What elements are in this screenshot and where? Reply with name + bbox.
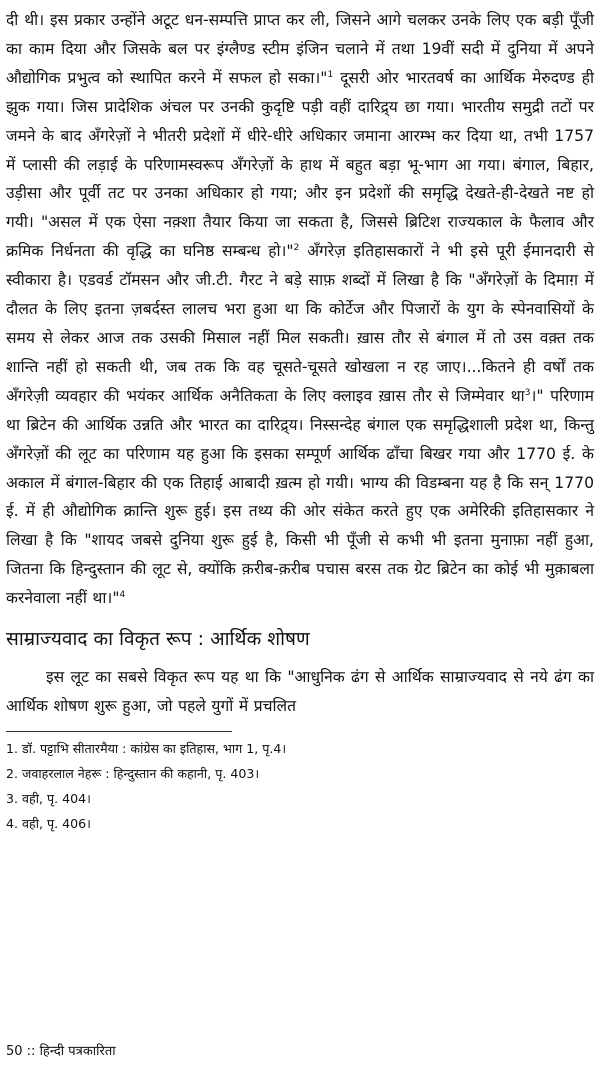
footnote-ref-2: 2 — [293, 243, 300, 254]
page-footer: 50 :: हिन्दी पत्रकारिता — [6, 1044, 116, 1059]
paragraph-text: अँगरेज़ इतिहासकारों ने भी इसे पूरी ईमानदारी से स्वीकारा है। एडवर्ड टॉमसन और जी.टी. गैरट ने बड़े साफ़ शब्दों में लिखा है कि "अँगरेज़ों के दिमाग़ में दौलत के लिए इतना ज़बर्दस्त लालच भरा हुआ था कि कोर्टेज और पिजारों के युग के स्पेनवासियों के समय से लेकर आज तक उसकी मिसाल नहीं मिल सकती। ख़ास तौर से बंगाल में तो उस वक़्त तक शान्ति नहीं हो सकती थी, जब तक कि वह चूसते-चूसते खोखला न रह जाए।...कितने ही वर्षों तक अँगरेज़ी व्यवहार की भयंकर आर्थिक अनैतिकता के लिए क्लाइव ख़ास तौर से जिम्मेवार था — [6, 242, 594, 405]
footnote-ref-3: 3 — [524, 387, 531, 398]
paragraph-text: ।" परिणाम था ब्रिटेन की आर्थिक उन्नति और भारत का दारिद्र्य। निस्सन्देह बंगाल एक समृद्धिशाली प्रदेश था, किन्तु अँगरेज़ों की लूट का परिणाम यह हुआ कि इसका सम्पूर्ण आर्थिक ढाँचा बिखर गया और 1770 ई. के अकाल में बंगाल-बिहार की एक तिहाई आबादी ख़त्म हो गयी। भाग्य की विडम्बना यह है कि सन् 1770 ई. में ही औद्योगिक क्रान्ति शुरू हुई। इस तथ्य की ओर संकेत करते हुए एक अमेरिकी इतिहासकार ने लिखा है कि "शायद जबसे दुनिया शुरू हुई है, किसी भी पूँजी से कभी भी इतना मुनाफ़ा नहीं हुआ, जितना कि हिन्दुस्तान की लूट से, क्योंकि क़रीब-क़रीब पचास बरस तक ग्रेट ब्रिटेन का कोई भी मुक़ाबला करनेवाला नहीं था।" — [6, 386, 594, 608]
footnote-ref-4: 4 — [119, 589, 126, 600]
footnote-3: 3. वही, पृ. 404। — [6, 790, 91, 806]
body-paragraph-2: इस लूट का सबसे विकृत रूप यह था कि "आधुनिक ढंग से आर्थिक साम्राज्यवाद से नये ढंग का आर्थिक शोषण शुरू हुआ, जो पहले युगों में प्रचलित — [6, 668, 594, 715]
footnotes-list — [6, 736, 594, 836]
body-paragraph-1 — [6, 6, 594, 613]
section-heading: साम्राज्यवाद का विकृत रूप : आर्थिक शोषण — [6, 628, 310, 651]
footnote-4: 4. वही, पृ. 406। — [6, 815, 91, 831]
footnote-2: 2. जवाहरलाल नेहरू : हिन्दुस्तान की कहानी, पृ. 403। — [6, 765, 260, 781]
footnote-1: 1. डॉ. पट्टाभि सीतारमैया : कांग्रेस का इतिहास, भाग 1, पृ.4। — [6, 740, 287, 756]
paragraph-text: दूसरी ओर भारतवर्ष का आर्थिक मेरुदण्ड ही झुक गया। जिस प्रादेशिक अंचल पर उनकी कुदृष्टि पड़ी वहीं दारिद्र्य छा गया। भारतीय समुद्री तटों पर जमने के बाद अँगरेज़ों ने भीतरी प्रदेशों में धीरे-धीरे अधिकार जमाना आरम्भ कर दिया था, तभी 1757 में प्लासी की लड़ाई के परिणामस्वरूप अँगरेज़ों के हाथ में बहुत बड़ा भू-भाग आ गया। बंगाल, बिहार, उड़ीसा और पूर्वी तट पर उनका अधिकार हो गया; और इन प्रदेशों की समृद्धि देखते-ही-देखते नष्ट हो गयी। "असल में एक ऐसा नक़्शा तैयार किया जा सकता है, जिससे ब्रिटिश राज्यकाल के फैलाव और क्रमिक निर्धनता की वृद्धि का घनिष्ठ सम्बन्ध हो।" — [6, 68, 595, 261]
footnote-ref-1: 1 — [327, 69, 334, 80]
paragraph-text: दी थी। इस प्रकार उन्होंने अटूट धन-सम्पत्ति प्राप्त कर ली, जिसने आगे चलकर उनके लिए एक बड़ी पूँजी का काम दिया और जिसके बल पर इंग्लैण्ड स्टीम इंजिन चलाने में तथा 19वीं सदी में दुनिया में अपने औद्योगिक प्रभुत्व को स्थापित करने में सफल हो सका।" — [6, 11, 594, 87]
footnote-divider — [6, 731, 232, 732]
